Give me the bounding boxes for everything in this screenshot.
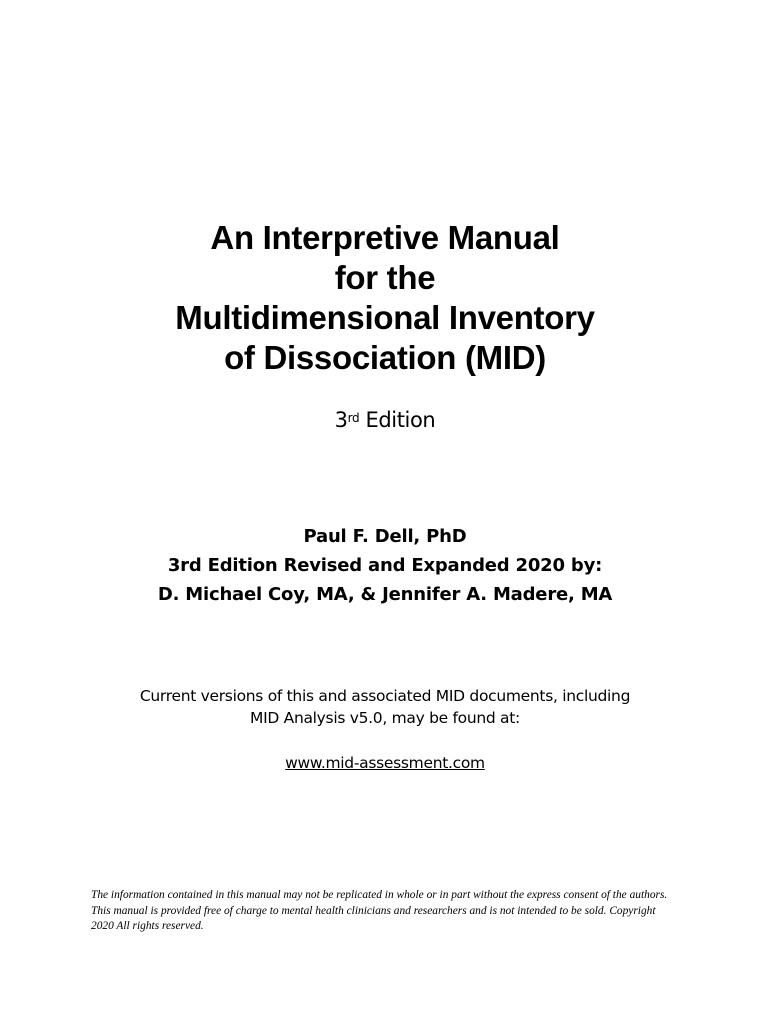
edition-word: Edition — [359, 408, 436, 432]
revision-note: 3rd Edition Revised and Expanded 2020 by: — [167, 555, 603, 576]
edition-ordinal-suffix: rd — [347, 411, 360, 425]
primary-author: Paul F. Dell, PhD — [303, 526, 467, 547]
edition-label — [0, 405, 770, 435]
title-line-2: for the — [334, 259, 436, 296]
document-title — [0, 218, 770, 378]
edition-number: 3 — [334, 408, 348, 432]
author-block — [0, 522, 770, 609]
website-link-container — [0, 752, 770, 774]
title-line-3: Multidimensional Inventory — [175, 299, 595, 336]
title-line-1: An Interpretive Manual — [210, 219, 560, 256]
versions-line-1: Current versions of this and associated MID documents, including — [139, 687, 631, 705]
copyright-disclaimer: The information contained in this manual may not be replicated in whole or in part without the express consent of the authors. This manual is provided free of charge to mental health clinicians and researchers and is not intended to be sold. Copyright 2020 All rights reserved. — [91, 889, 668, 932]
versions-note — [0, 685, 770, 729]
title-line-4: of Dissociation (MID) — [224, 339, 546, 376]
versions-line-2: MID Analysis v5.0, may be found at: — [250, 709, 520, 727]
website-link[interactable]: www.mid-assessment.com — [285, 754, 485, 772]
revision-authors: D. Michael Coy, MA, & Jennifer A. Madere, MA — [157, 584, 613, 605]
